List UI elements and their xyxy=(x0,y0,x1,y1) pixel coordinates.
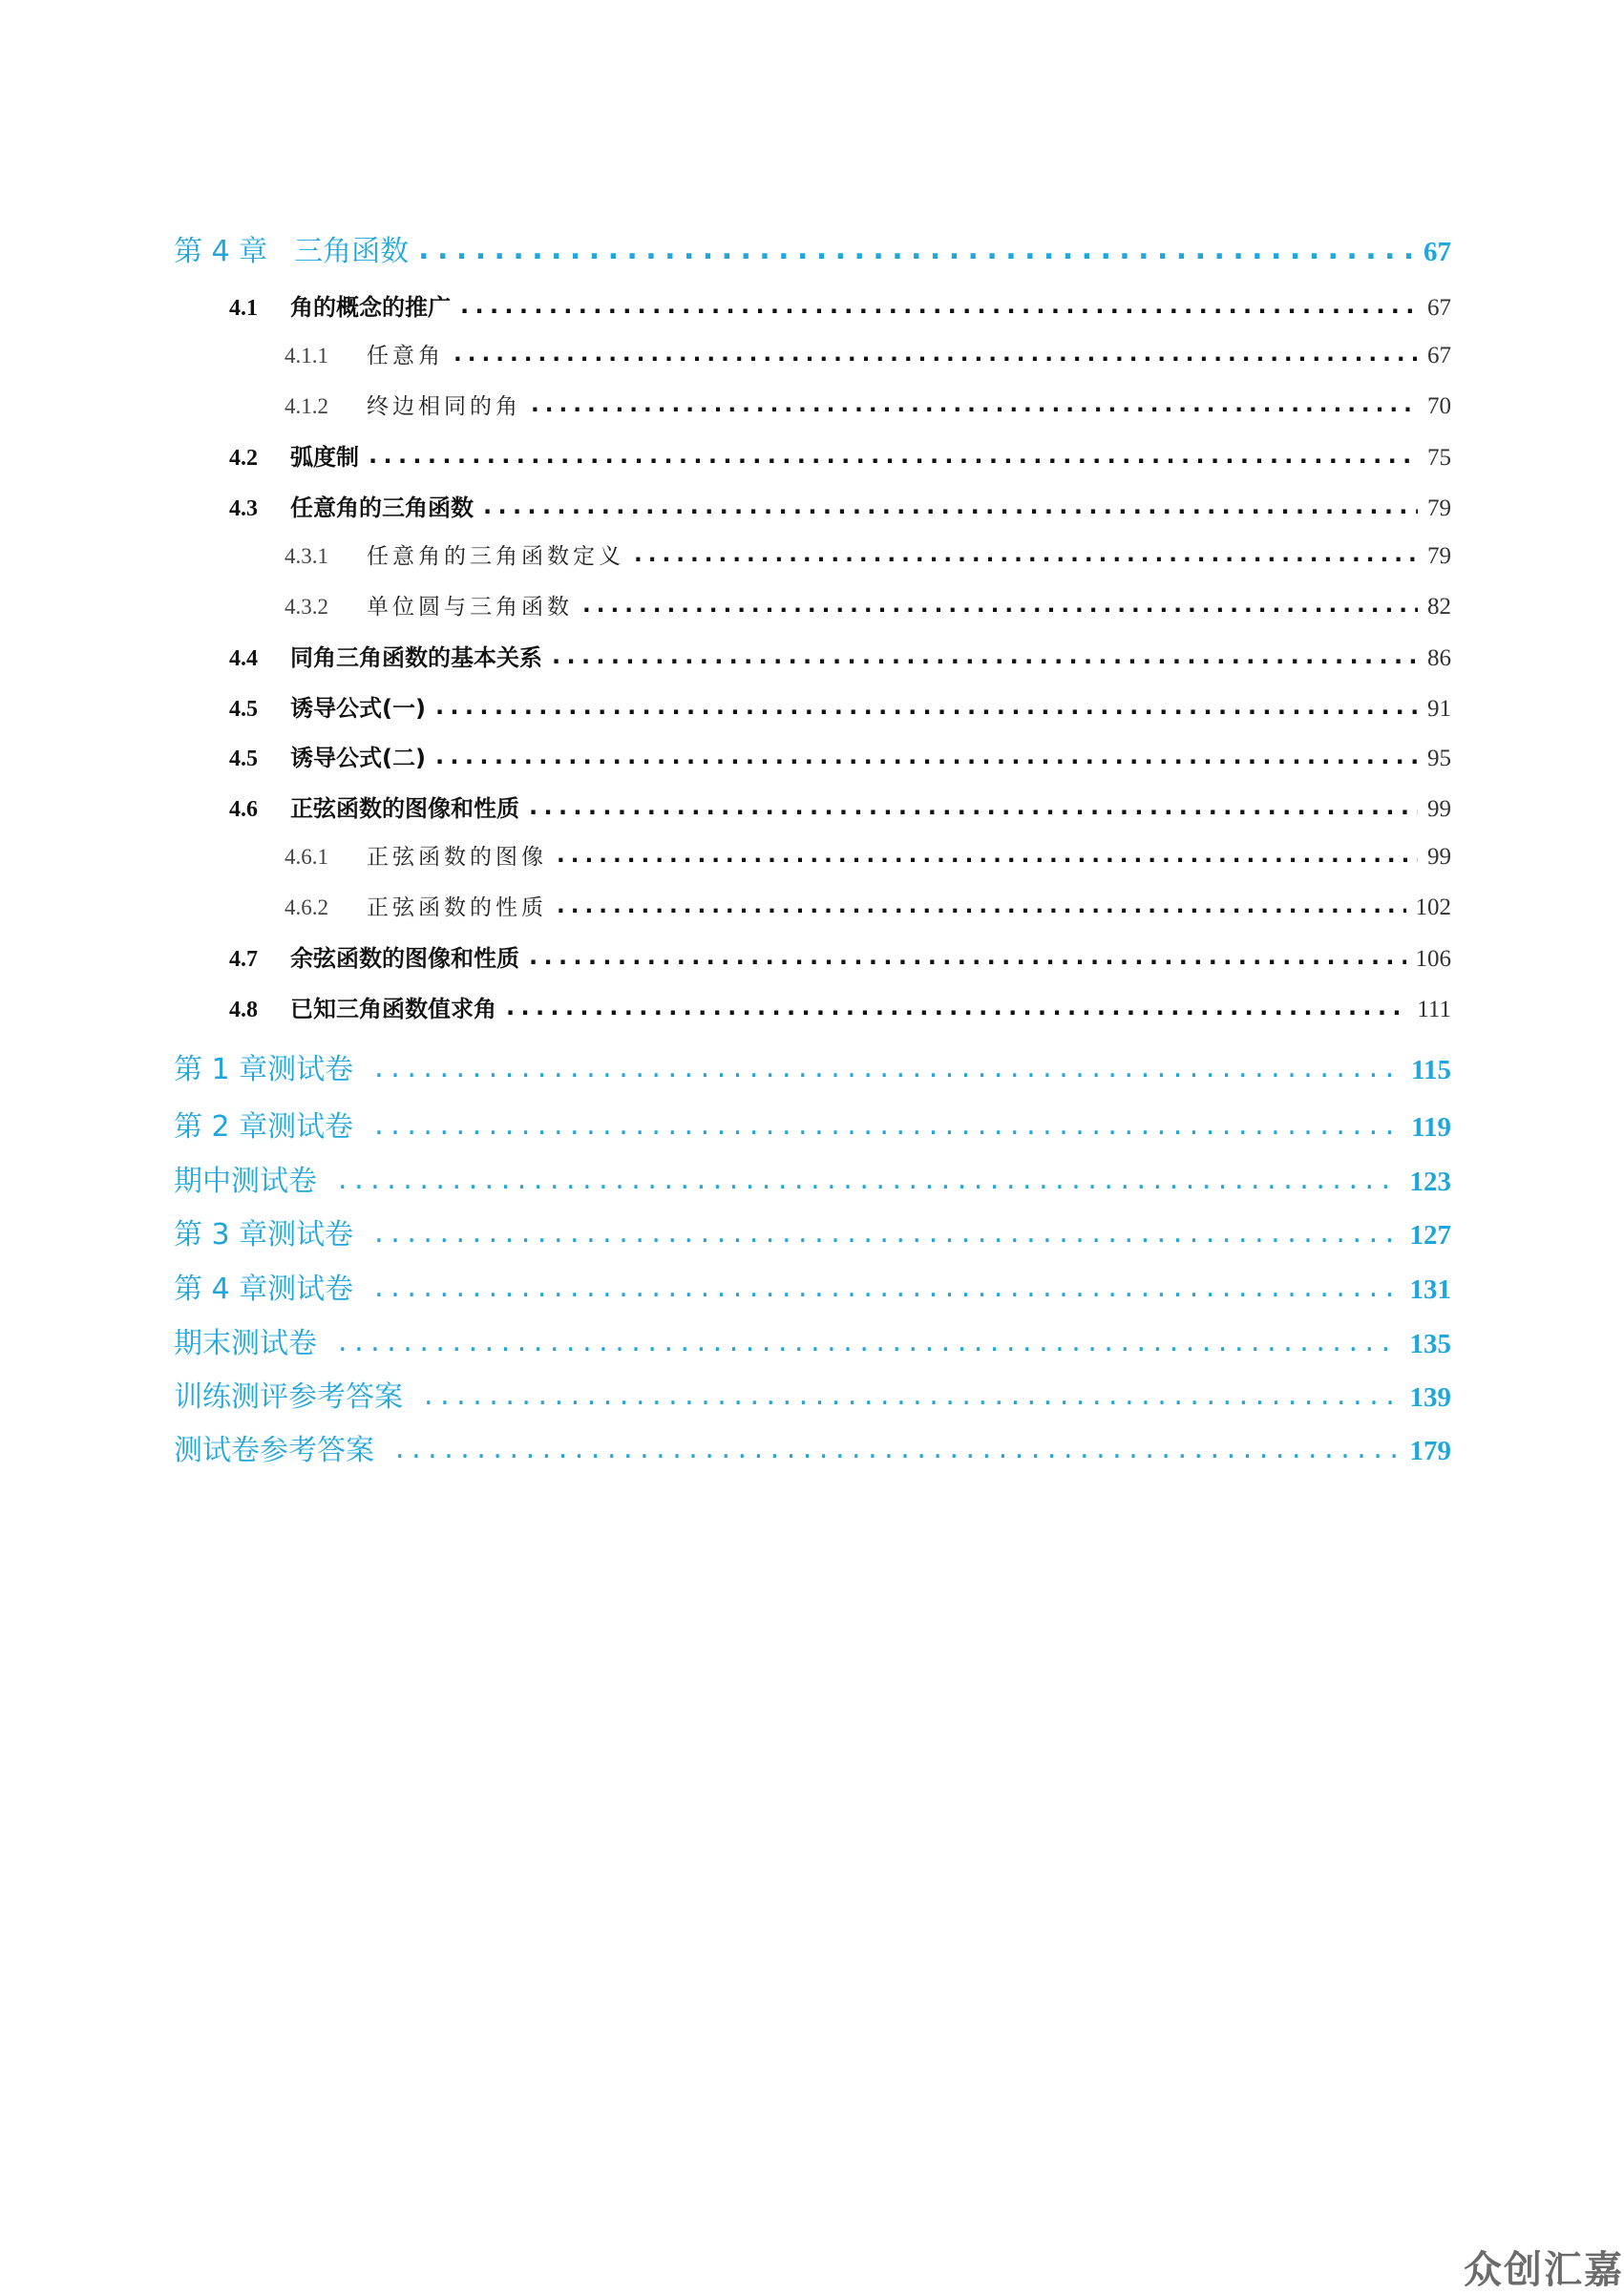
page-number: 70 xyxy=(1427,393,1451,419)
back-matter-title: 第 1 章测试卷 xyxy=(174,1053,354,1086)
back-matter-title: 期中测试卷 xyxy=(174,1165,317,1198)
toc-back-matter-item[interactable] xyxy=(174,1426,1451,1468)
page-number: 119 xyxy=(1411,1112,1451,1143)
back-matter-title: 训练测评参考答案 xyxy=(174,1380,403,1414)
subsection-title: 任意角 xyxy=(367,344,444,368)
toc-section[interactable] xyxy=(229,639,1451,672)
page-number: 111 xyxy=(1417,997,1451,1022)
dot-leader xyxy=(582,593,1418,618)
dot-leader xyxy=(557,894,1406,918)
page-number: 139 xyxy=(1409,1382,1451,1413)
watermark-logo: 众创汇嘉 xyxy=(1464,2248,1624,2292)
toc-back-matter-item[interactable] xyxy=(174,1103,1451,1145)
toc-section[interactable] xyxy=(229,689,1451,723)
dot-leader xyxy=(506,994,1407,1021)
page-number: 123 xyxy=(1409,1167,1451,1197)
subsection-title: 正弦函数的性质 xyxy=(367,895,547,920)
page-number: 86 xyxy=(1427,645,1451,671)
subsection-title: 单位圆与三角函数 xyxy=(367,595,573,620)
page-number: 67 xyxy=(1427,343,1451,368)
back-matter-title: 测试卷参考答案 xyxy=(174,1434,374,1467)
section-number: 4.5 xyxy=(229,747,258,771)
page-number: 79 xyxy=(1427,495,1451,521)
page-number: 67 xyxy=(1424,237,1451,267)
subsection-title: 任意角的三角函数定义 xyxy=(367,544,624,569)
chapter-title: 三角函数 xyxy=(294,235,410,268)
toc-section[interactable] xyxy=(229,939,1451,973)
page-number: 99 xyxy=(1427,796,1451,822)
toc-subsection[interactable] xyxy=(285,589,1451,621)
page-number: 79 xyxy=(1427,543,1451,569)
subsection-number: 4.3.1 xyxy=(285,544,328,568)
page-number: 102 xyxy=(1415,894,1451,920)
subsection-title: 正弦函数的图像 xyxy=(367,845,547,870)
section-title: 正弦函数的图像和性质 xyxy=(290,795,519,822)
back-matter-title: 第 4 章测试卷 xyxy=(174,1273,354,1306)
section-title: 弧度制 xyxy=(290,444,359,471)
toc-back-matter-item[interactable] xyxy=(174,1265,1451,1307)
toc-back-matter-item[interactable] xyxy=(174,1045,1451,1087)
toc-subsection[interactable] xyxy=(285,839,1451,871)
page-number: 127 xyxy=(1409,1220,1451,1251)
dot-leader xyxy=(435,693,1418,720)
dot-leader xyxy=(435,743,1418,769)
toc-section[interactable] xyxy=(229,438,1451,472)
dot-leader xyxy=(483,493,1418,519)
page-number: 67 xyxy=(1427,295,1451,321)
dot-leader xyxy=(418,233,1414,266)
section-number: 4.4 xyxy=(229,646,258,671)
section-number: 4.6 xyxy=(229,797,258,822)
dot-leader xyxy=(424,1379,1401,1412)
toc-chapter-4[interactable] xyxy=(174,227,1451,269)
section-title: 诱导公式(一) xyxy=(290,695,426,722)
section-title: 余弦函数的图像和性质 xyxy=(290,945,519,972)
page-number: 95 xyxy=(1427,746,1451,771)
dot-leader xyxy=(557,843,1418,868)
page-number: 115 xyxy=(1411,1055,1451,1085)
dot-leader xyxy=(374,1051,1402,1084)
dot-leader xyxy=(374,1271,1400,1304)
toc-back-matter-item[interactable] xyxy=(174,1210,1451,1252)
page-number: 179 xyxy=(1409,1436,1451,1466)
section-title: 已知三角函数值求角 xyxy=(290,996,496,1022)
page-number: 82 xyxy=(1427,594,1451,620)
toc-subsection[interactable] xyxy=(285,890,1451,921)
subsection-number: 4.1.1 xyxy=(285,344,328,368)
dot-leader xyxy=(531,392,1418,417)
page-number: 131 xyxy=(1409,1274,1451,1305)
toc-subsection[interactable] xyxy=(285,538,1451,570)
dot-leader xyxy=(338,1163,1401,1196)
dot-leader xyxy=(374,1216,1400,1250)
subsection-number: 4.6.1 xyxy=(285,845,328,869)
toc-section[interactable] xyxy=(229,288,1451,322)
dot-leader xyxy=(529,943,1406,970)
toc-section[interactable] xyxy=(229,789,1451,823)
section-number: 4.7 xyxy=(229,947,258,972)
dot-leader xyxy=(552,642,1418,669)
toc-subsection[interactable] xyxy=(285,389,1451,420)
toc-section[interactable] xyxy=(229,739,1451,772)
dot-leader xyxy=(374,1108,1402,1142)
dot-leader xyxy=(453,342,1418,367)
toc-back-matter-item[interactable] xyxy=(174,1373,1451,1415)
dot-leader xyxy=(634,542,1418,567)
section-title: 任意角的三角函数 xyxy=(290,495,474,521)
section-title: 诱导公式(二) xyxy=(290,745,426,771)
subsection-title: 终边相同的角 xyxy=(367,394,521,419)
page-number: 106 xyxy=(1415,946,1451,972)
page-number: 91 xyxy=(1427,696,1451,722)
section-number: 4.3 xyxy=(229,496,258,521)
dot-leader xyxy=(529,793,1418,820)
dot-leader xyxy=(460,292,1418,319)
subsection-number: 4.1.2 xyxy=(285,394,328,418)
section-number: 4.1 xyxy=(229,296,258,321)
dot-leader xyxy=(369,442,1418,469)
page-number: 75 xyxy=(1427,445,1451,471)
toc-back-matter-item[interactable] xyxy=(174,1319,1451,1361)
subsection-number: 4.6.2 xyxy=(285,895,328,919)
page-number: 99 xyxy=(1427,844,1451,870)
section-title: 同角三角函数的基本关系 xyxy=(290,644,542,671)
toc-subsection[interactable] xyxy=(285,338,1451,369)
dot-leader xyxy=(338,1325,1401,1358)
back-matter-title: 第 3 章测试卷 xyxy=(174,1218,354,1252)
back-matter-title: 期末测试卷 xyxy=(174,1327,317,1360)
toc-section[interactable] xyxy=(229,489,1451,522)
back-matter-title: 第 2 章测试卷 xyxy=(174,1110,354,1144)
dot-leader xyxy=(395,1432,1401,1465)
toc-back-matter-item[interactable] xyxy=(174,1157,1451,1199)
section-number: 4.2 xyxy=(229,446,258,471)
section-number: 4.8 xyxy=(229,998,258,1022)
section-number: 4.5 xyxy=(229,697,258,722)
toc-section[interactable] xyxy=(229,990,1451,1023)
section-title: 角的概念的推广 xyxy=(290,294,451,321)
chapter-number: 第 4 章 xyxy=(174,235,268,268)
subsection-number: 4.3.2 xyxy=(285,595,328,619)
page-number: 135 xyxy=(1409,1329,1451,1359)
